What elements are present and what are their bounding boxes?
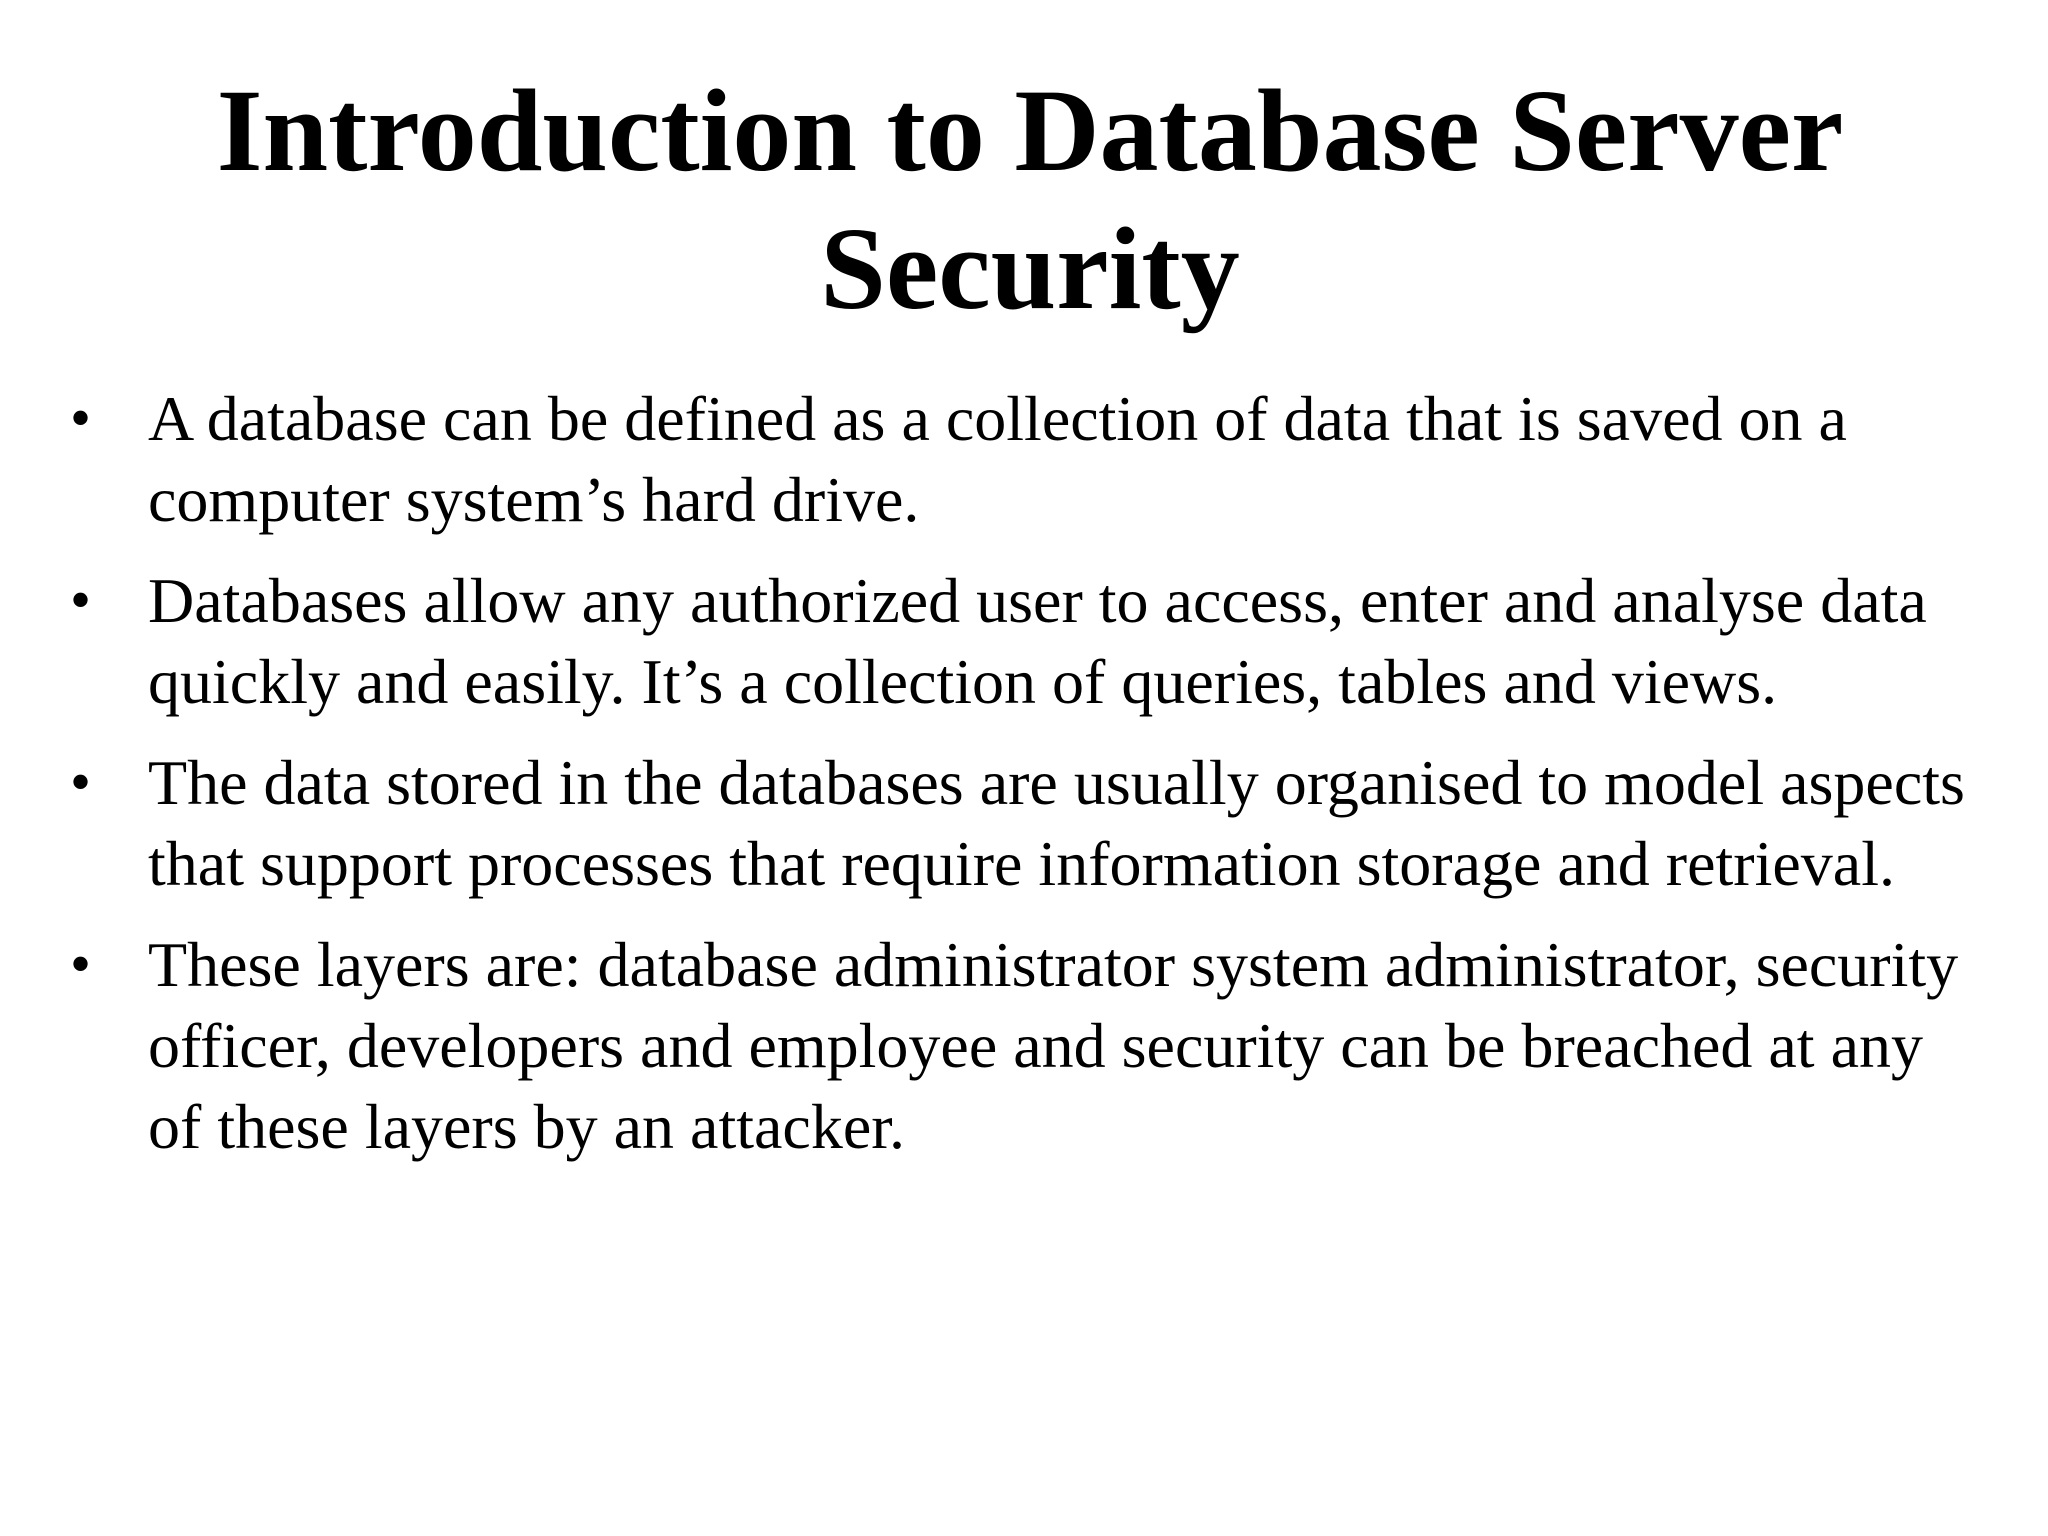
bullet-list [68, 378, 1968, 1187]
bullet-dot-icon: • [70, 567, 92, 633]
slide-title: Introduction to Database Server Security [216, 65, 1844, 334]
bullet-item-3 [68, 742, 1968, 904]
bullet-dot-icon: • [70, 385, 92, 451]
bullet-item-2 [68, 560, 1968, 722]
bullet-text: Databases allow any authorized user to access, enter and analyse data quickly and easily. It’s a collection of queries, tables and views. [148, 565, 1927, 717]
bullet-text: These layers are: database administrator system administrator, security officer, developers and employee and security can be breached at any of these layers by an attacker. [148, 929, 1959, 1162]
bullet-text: The data stored in the databases are usually organised to model aspects that support processes that require information storage and retrieval. [148, 747, 1965, 899]
bullet-item-1 [68, 378, 1968, 540]
bullet-dot-icon: • [70, 749, 92, 815]
bullet-item-4 [68, 924, 1968, 1167]
bullet-text: A database can be defined as a collection of data that is saved on a computer system’s hard drive. [148, 383, 1847, 535]
bullet-dot-icon: • [70, 931, 92, 997]
